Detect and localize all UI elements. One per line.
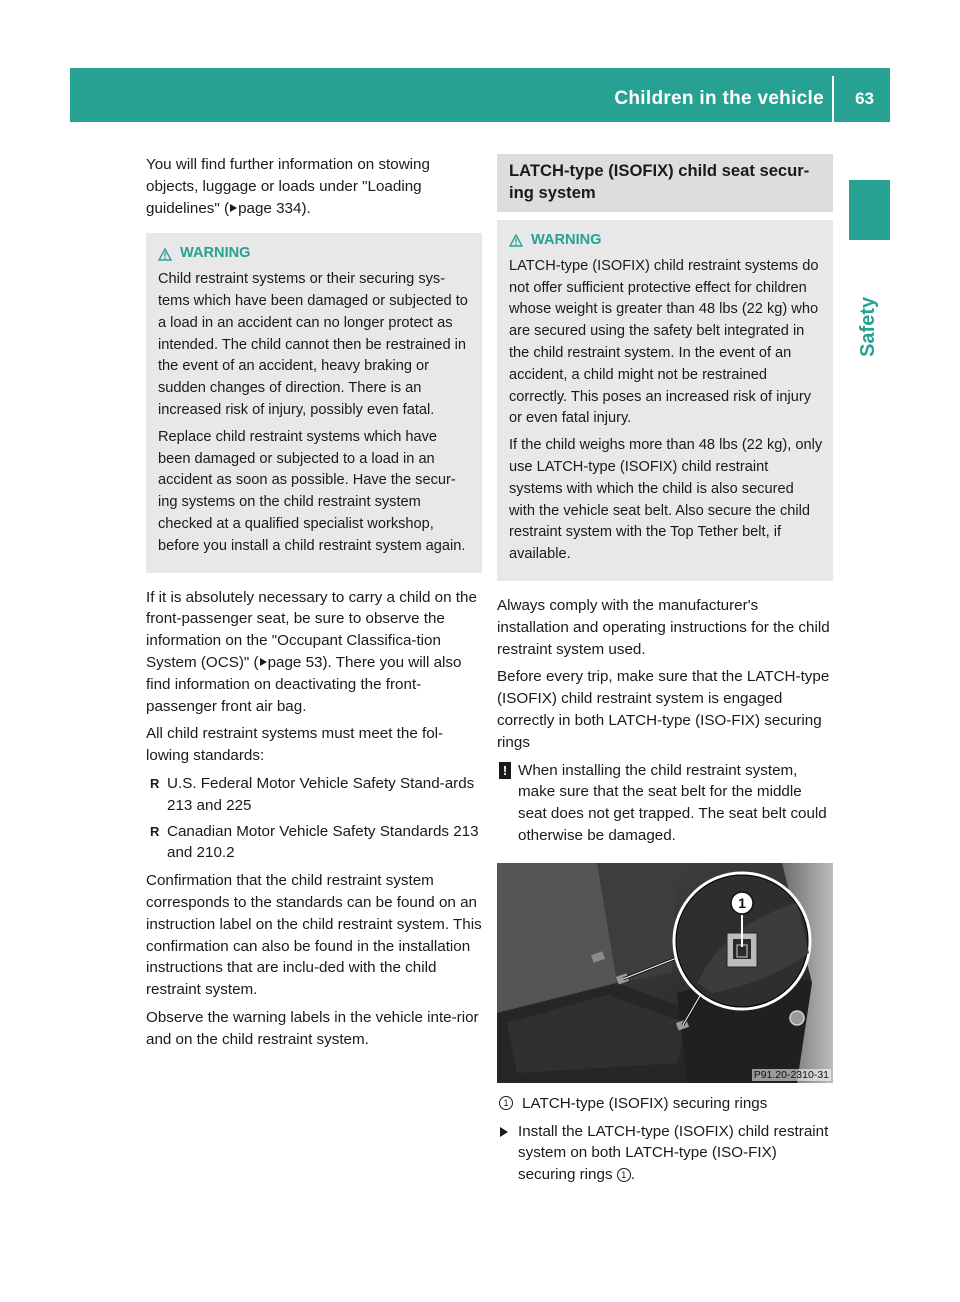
page-reference-arrow-icon (230, 204, 237, 212)
step-reference-number: 1 (617, 1168, 631, 1182)
page-number: 63 (855, 89, 874, 108)
side-tab-label: Safety (857, 296, 880, 357)
comply-paragraph: Always comply with the manufacturer's installation and operating instructions for the child restraint system used. (497, 596, 830, 658)
notice-icon: ! (499, 762, 511, 779)
warning-title: WARNING (531, 232, 602, 248)
page-title: Children in the vehicle (614, 88, 824, 109)
warning-text: Replace child restraint systems which have been damaged or subjected to a load in an accident as soon as possible. Have the secur-ing systems on the child restraint system checked at a qualified specialist workshop, before you install a child restraint system again. (158, 428, 466, 554)
list-item: R Canadian Motor Vehicle Safety Standards 213 and 210.2 (150, 822, 479, 862)
page-reference-link[interactable]: page 53 (267, 653, 323, 671)
section-heading: LATCH-type (ISOFIX) child seat secur-ing system (497, 154, 833, 212)
warning-box (146, 233, 482, 572)
warning-triangle-icon (509, 234, 523, 247)
warning-triangle-icon (158, 248, 172, 261)
standards-intro: All child restraint systems must meet the fol-lowing standards: (146, 725, 444, 765)
page-reference-arrow-icon (260, 658, 267, 666)
right-column (497, 154, 833, 1186)
step-arrow-icon (500, 1127, 508, 1137)
side-tab (848, 250, 890, 357)
figure-legend (497, 1093, 833, 1115)
warning-title: WARNING (180, 245, 251, 262)
bullet-mark: R (150, 823, 160, 839)
step-end: . (630, 1166, 636, 1184)
warning-heading (509, 230, 823, 252)
intro-paragraph: You will find further information on stowing objects, luggage or loads under "Loading guidelines" ( page 334). (146, 156, 430, 217)
list-item: R U.S. Federal Motor Vehicle Safety Stand-ards 213 and 225 (150, 774, 475, 814)
confirmation-paragraph: Confirmation that the child restraint system corresponds to the standards can be found on an instruction label on the child restraint system. This confirmation can also be found in the installation instructions that are inclu-ded with the child restraint system. (146, 872, 482, 999)
observe-paragraph: Observe the warning labels in the vehicle inte-rior and on the child restraint system. (146, 1008, 479, 1048)
warning-box (497, 220, 833, 581)
notice-text: When installing the child restraint system, make sure that the seat belt for the middle seat does not get trapped. The seat belt could otherwise be damaged. (518, 761, 827, 844)
ocs-paragraph: If it is absolutely necessary to carry a child on the front-passenger seat, be sure to observe the information on the "Occupant Classifica-tion System (OCS)" ( page 53). There you will also find information on deactivating the front-passenger front air bag. (146, 588, 477, 715)
warning-text: LATCH-type (ISOFIX) child restraint systems do not offer sufficient protective effect for children whose weight is greater than 48 lbs (22 kg) who are secured using the safety belt integrated in the child restraint system. In the event of an accident, a child might not be restrained correctly. This poses an increased risk of injury or even fatal injury. (509, 257, 819, 427)
page-header (70, 68, 890, 122)
notice (497, 760, 833, 847)
legend-number: 1 (499, 1096, 513, 1110)
step-text: Install the LATCH-type (ISOFIX) child restraint system on both LATCH-type (ISO-FIX) securing rings (518, 1122, 829, 1184)
instruction-step (497, 1121, 833, 1186)
left-column (146, 154, 482, 1056)
warning-text: Child restraint systems or their securing sys-tems which have been damaged or subjected to a load in an accident can no longer protect as intended. The child cannot then be restrained in the event of an accident, heavy braking or sudden changes of direction. There is an increased risk of injury, possibly even fatal. (158, 271, 468, 418)
standards-list (146, 773, 482, 864)
side-tab-marker (849, 180, 890, 240)
bullet-mark: R (150, 775, 160, 791)
warning-heading (158, 243, 472, 265)
warning-text: If the child weighs more than 48 lbs (22 kg), only use LATCH-type (ISOFIX) child restraint systems with which the child is also secured with the vehicle seat belt. Also secure the child restraint system with the Top Tether belt, if available. (509, 437, 823, 563)
isofix-photo (497, 863, 833, 1083)
figure-code: P91.20-2310-31 (753, 1068, 829, 1081)
page-reference-link[interactable]: page 334 (238, 199, 302, 217)
figure-callout-1: 1 (738, 894, 746, 911)
legend-text: LATCH-type (ISOFIX) securing rings (522, 1094, 768, 1112)
rear-seat-illustration (497, 863, 833, 1083)
header-divider (832, 76, 834, 122)
before-trip-paragraph: Before every trip, make sure that the LATCH-type (ISOFIX) child restraint system is engaged correctly in both LATCH-type (ISO-FIX) securing rings (497, 668, 830, 751)
